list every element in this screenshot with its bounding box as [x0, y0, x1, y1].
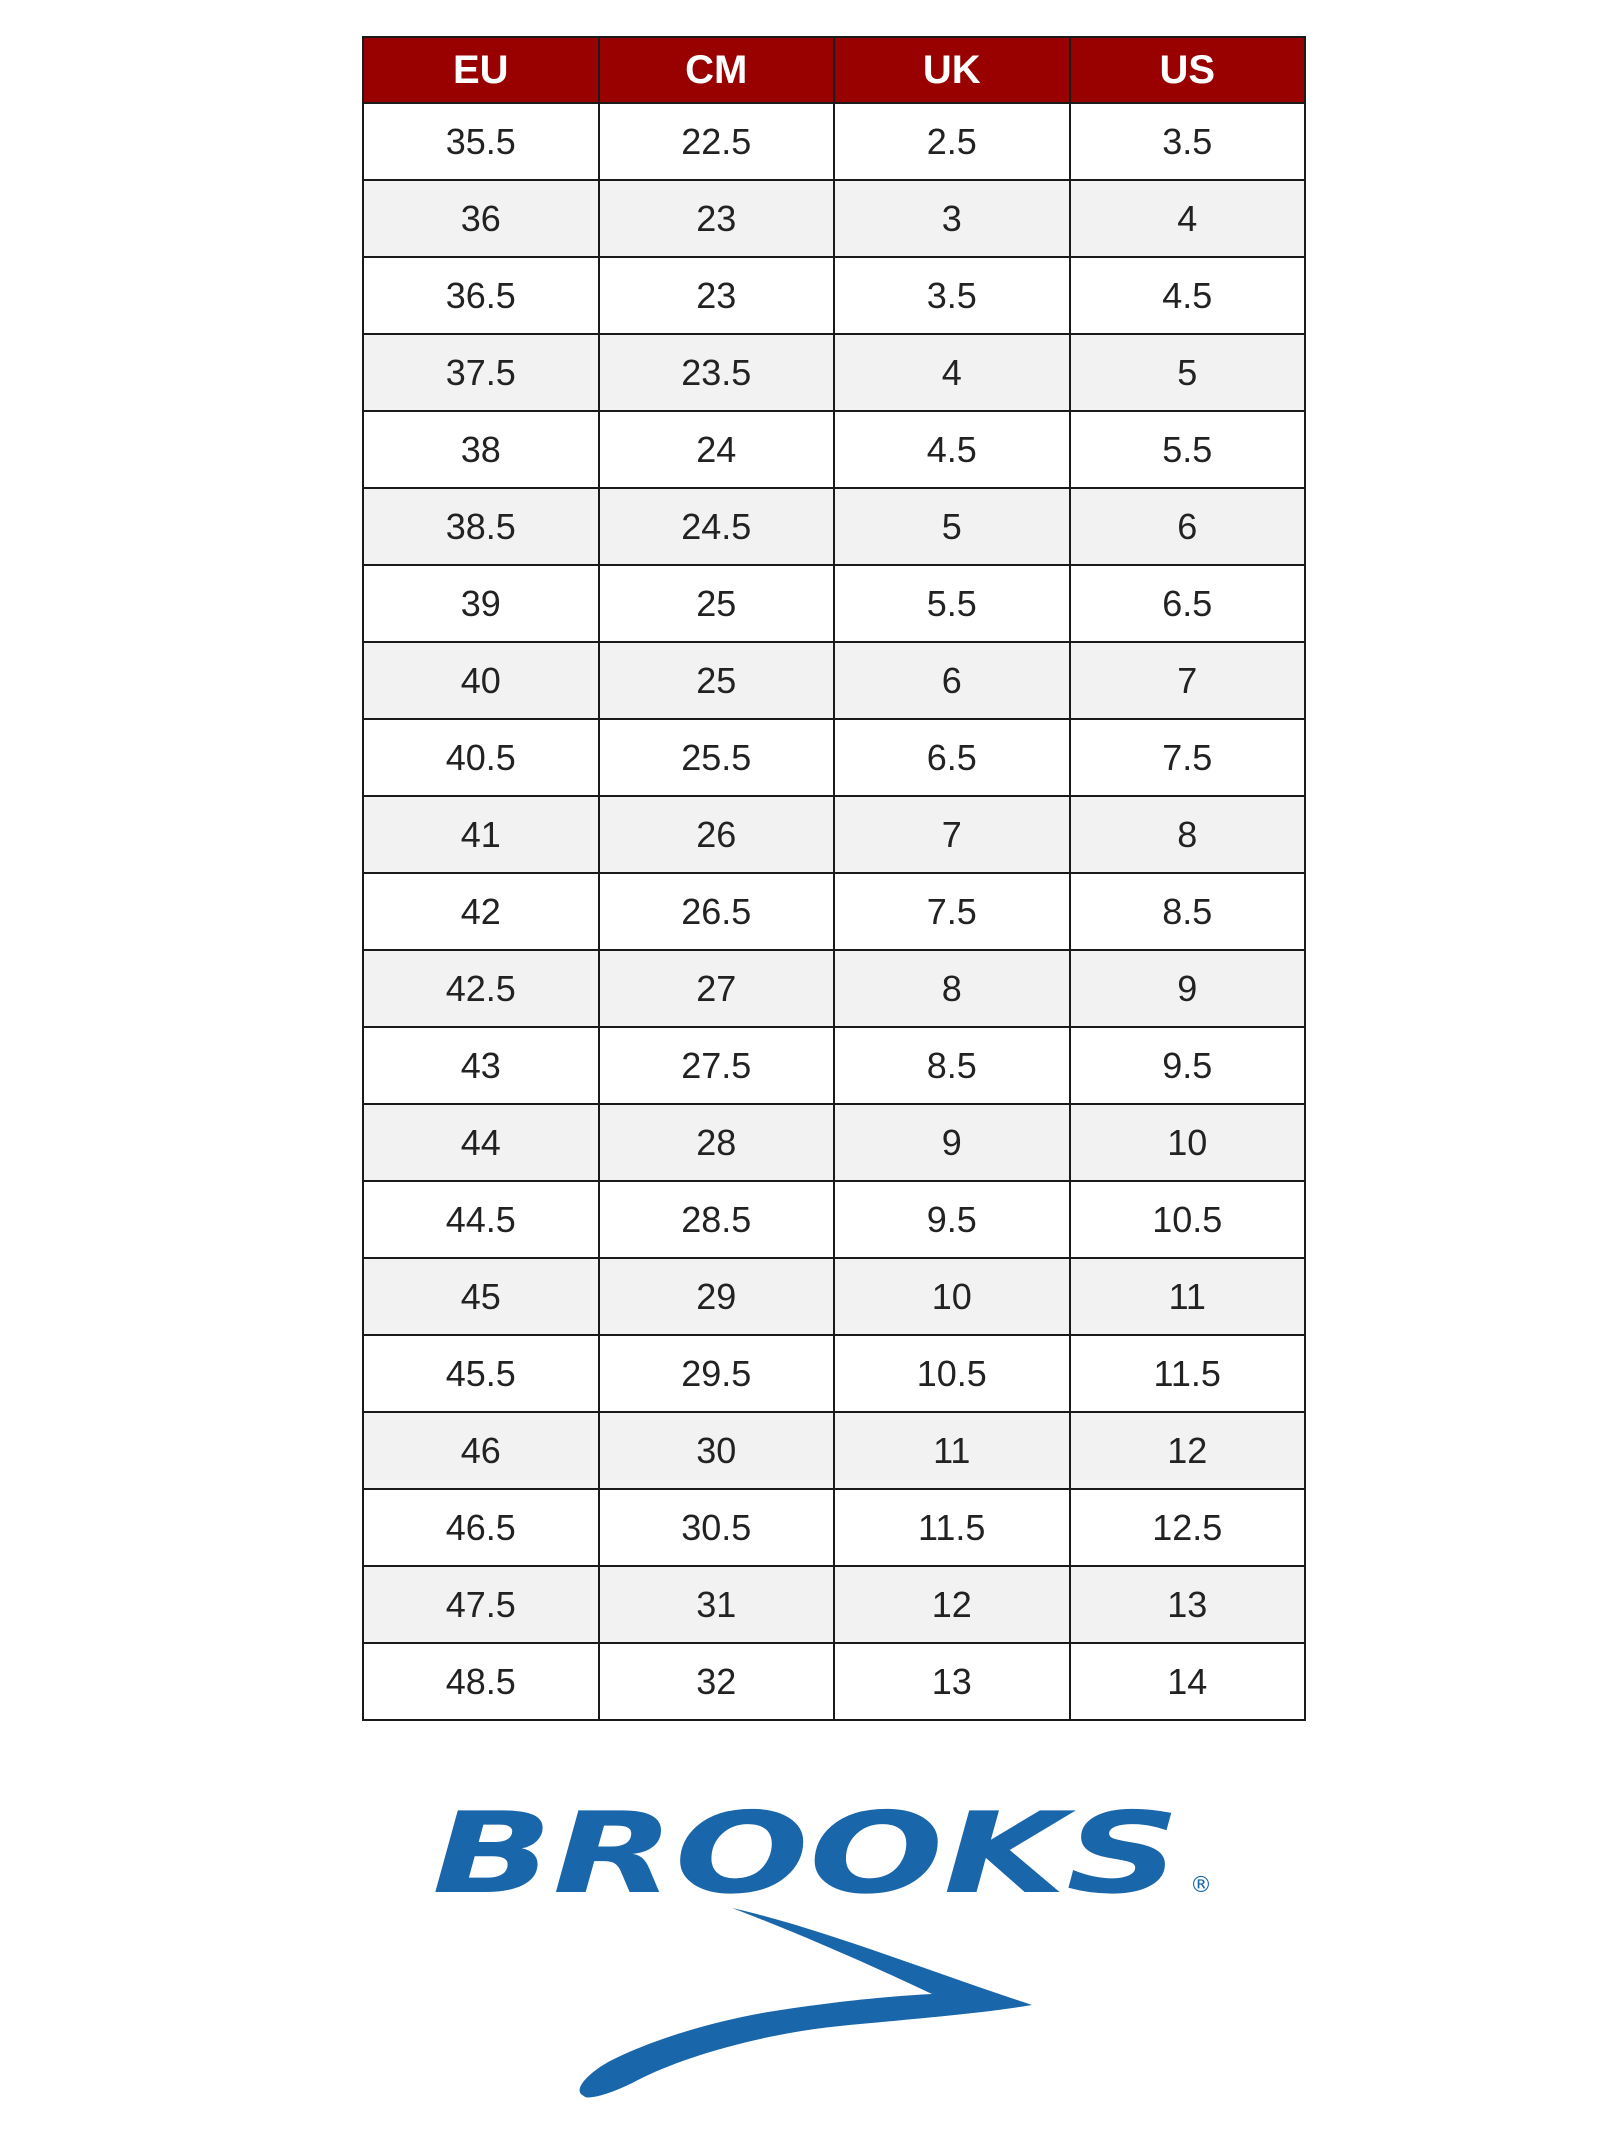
table-row — [363, 873, 1305, 950]
cell-us: 6.5 — [1070, 565, 1306, 642]
cell-cm: 24 — [599, 411, 835, 488]
cell-cm: 23.5 — [599, 334, 835, 411]
cell-eu: 45.5 — [363, 1335, 599, 1412]
cell-us: 4 — [1070, 180, 1306, 257]
cell-cm: 25 — [599, 642, 835, 719]
cell-eu: 42 — [363, 873, 599, 950]
table-row — [363, 257, 1305, 334]
cell-us: 6 — [1070, 488, 1306, 565]
cell-uk: 3.5 — [834, 257, 1070, 334]
cell-us: 7 — [1070, 642, 1306, 719]
size-chart-header — [363, 37, 1305, 103]
chevron-swoosh-icon — [580, 1908, 1032, 2097]
cell-uk: 2.5 — [834, 103, 1070, 180]
cell-eu: 48.5 — [363, 1643, 599, 1720]
cell-cm: 32 — [599, 1643, 835, 1720]
cell-eu: 46.5 — [363, 1489, 599, 1566]
cell-eu: 35.5 — [363, 103, 599, 180]
table-row — [363, 180, 1305, 257]
table-row — [363, 796, 1305, 873]
cell-cm: 28.5 — [599, 1181, 835, 1258]
cell-uk: 10 — [834, 1258, 1070, 1335]
cell-us: 14 — [1070, 1643, 1306, 1720]
table-row — [363, 1181, 1305, 1258]
cell-us: 12 — [1070, 1412, 1306, 1489]
cell-uk: 10.5 — [834, 1335, 1070, 1412]
size-chart-table — [362, 36, 1306, 1721]
table-row — [363, 1258, 1305, 1335]
cell-cm: 27.5 — [599, 1027, 835, 1104]
cell-us: 3.5 — [1070, 103, 1306, 180]
cell-cm: 23 — [599, 257, 835, 334]
cell-eu: 38.5 — [363, 488, 599, 565]
table-row — [363, 1027, 1305, 1104]
cell-cm: 29 — [599, 1258, 835, 1335]
table-row — [363, 1335, 1305, 1412]
cell-uk: 11.5 — [834, 1489, 1070, 1566]
table-row — [363, 1566, 1305, 1643]
cell-us: 8 — [1070, 796, 1306, 873]
cell-uk: 3 — [834, 180, 1070, 257]
cell-eu: 41 — [363, 796, 599, 873]
cell-eu: 44.5 — [363, 1181, 599, 1258]
table-row — [363, 334, 1305, 411]
cell-uk: 9 — [834, 1104, 1070, 1181]
table-row — [363, 103, 1305, 180]
cell-cm: 29.5 — [599, 1335, 835, 1412]
cell-us: 7.5 — [1070, 719, 1306, 796]
cell-cm: 25.5 — [599, 719, 835, 796]
cell-us: 4.5 — [1070, 257, 1306, 334]
cell-uk: 8 — [834, 950, 1070, 1027]
table-row — [363, 488, 1305, 565]
cell-eu: 36.5 — [363, 257, 599, 334]
table-row — [363, 719, 1305, 796]
table-row — [363, 642, 1305, 719]
cell-eu: 47.5 — [363, 1566, 599, 1643]
table-row — [363, 950, 1305, 1027]
cell-eu: 40 — [363, 642, 599, 719]
cell-eu: 36 — [363, 180, 599, 257]
table-row — [363, 1489, 1305, 1566]
cell-us: 13 — [1070, 1566, 1306, 1643]
cell-cm: 26 — [599, 796, 835, 873]
cell-cm: 27 — [599, 950, 835, 1027]
cell-eu: 38 — [363, 411, 599, 488]
cell-cm: 31 — [599, 1566, 835, 1643]
table-row — [363, 411, 1305, 488]
cell-cm: 30 — [599, 1412, 835, 1489]
cell-us: 5.5 — [1070, 411, 1306, 488]
cell-uk: 13 — [834, 1643, 1070, 1720]
header-row — [363, 37, 1305, 103]
cell-cm: 23 — [599, 180, 835, 257]
header-eu: EU — [363, 37, 599, 103]
cell-eu: 44 — [363, 1104, 599, 1181]
cell-uk: 4 — [834, 334, 1070, 411]
cell-eu: 39 — [363, 565, 599, 642]
cell-uk: 5.5 — [834, 565, 1070, 642]
table-row — [363, 1643, 1305, 1720]
cell-eu: 46 — [363, 1412, 599, 1489]
registered-mark: ® — [1190, 1873, 1212, 1898]
cell-cm: 26.5 — [599, 873, 835, 950]
cell-cm: 30.5 — [599, 1489, 835, 1566]
cell-eu: 42.5 — [363, 950, 599, 1027]
cell-us: 10 — [1070, 1104, 1306, 1181]
cell-us: 10.5 — [1070, 1181, 1306, 1258]
cell-uk: 12 — [834, 1566, 1070, 1643]
cell-us: 5 — [1070, 334, 1306, 411]
cell-uk: 4.5 — [834, 411, 1070, 488]
table-row — [363, 1104, 1305, 1181]
brooks-logo — [420, 1800, 1250, 2110]
cell-uk: 8.5 — [834, 1027, 1070, 1104]
header-us: US — [1070, 37, 1306, 103]
cell-us: 9.5 — [1070, 1027, 1306, 1104]
cell-uk: 9.5 — [834, 1181, 1070, 1258]
cell-us: 12.5 — [1070, 1489, 1306, 1566]
cell-cm: 24.5 — [599, 488, 835, 565]
cell-uk: 7.5 — [834, 873, 1070, 950]
cell-us: 8.5 — [1070, 873, 1306, 950]
table-row — [363, 565, 1305, 642]
cell-eu: 43 — [363, 1027, 599, 1104]
size-chart-body — [363, 103, 1305, 1720]
cell-us: 11.5 — [1070, 1335, 1306, 1412]
brooks-wordmark: BROOKS — [432, 1800, 1180, 1919]
cell-cm: 22.5 — [599, 103, 835, 180]
cell-uk: 7 — [834, 796, 1070, 873]
cell-uk: 6 — [834, 642, 1070, 719]
cell-uk: 5 — [834, 488, 1070, 565]
table-row — [363, 1412, 1305, 1489]
cell-eu: 40.5 — [363, 719, 599, 796]
cell-cm: 28 — [599, 1104, 835, 1181]
cell-us: 11 — [1070, 1258, 1306, 1335]
cell-eu: 45 — [363, 1258, 599, 1335]
header-uk: UK — [834, 37, 1070, 103]
header-cm: CM — [599, 37, 835, 103]
cell-cm: 25 — [599, 565, 835, 642]
cell-us: 9 — [1070, 950, 1306, 1027]
cell-uk: 6.5 — [834, 719, 1070, 796]
cell-uk: 11 — [834, 1412, 1070, 1489]
cell-eu: 37.5 — [363, 334, 599, 411]
